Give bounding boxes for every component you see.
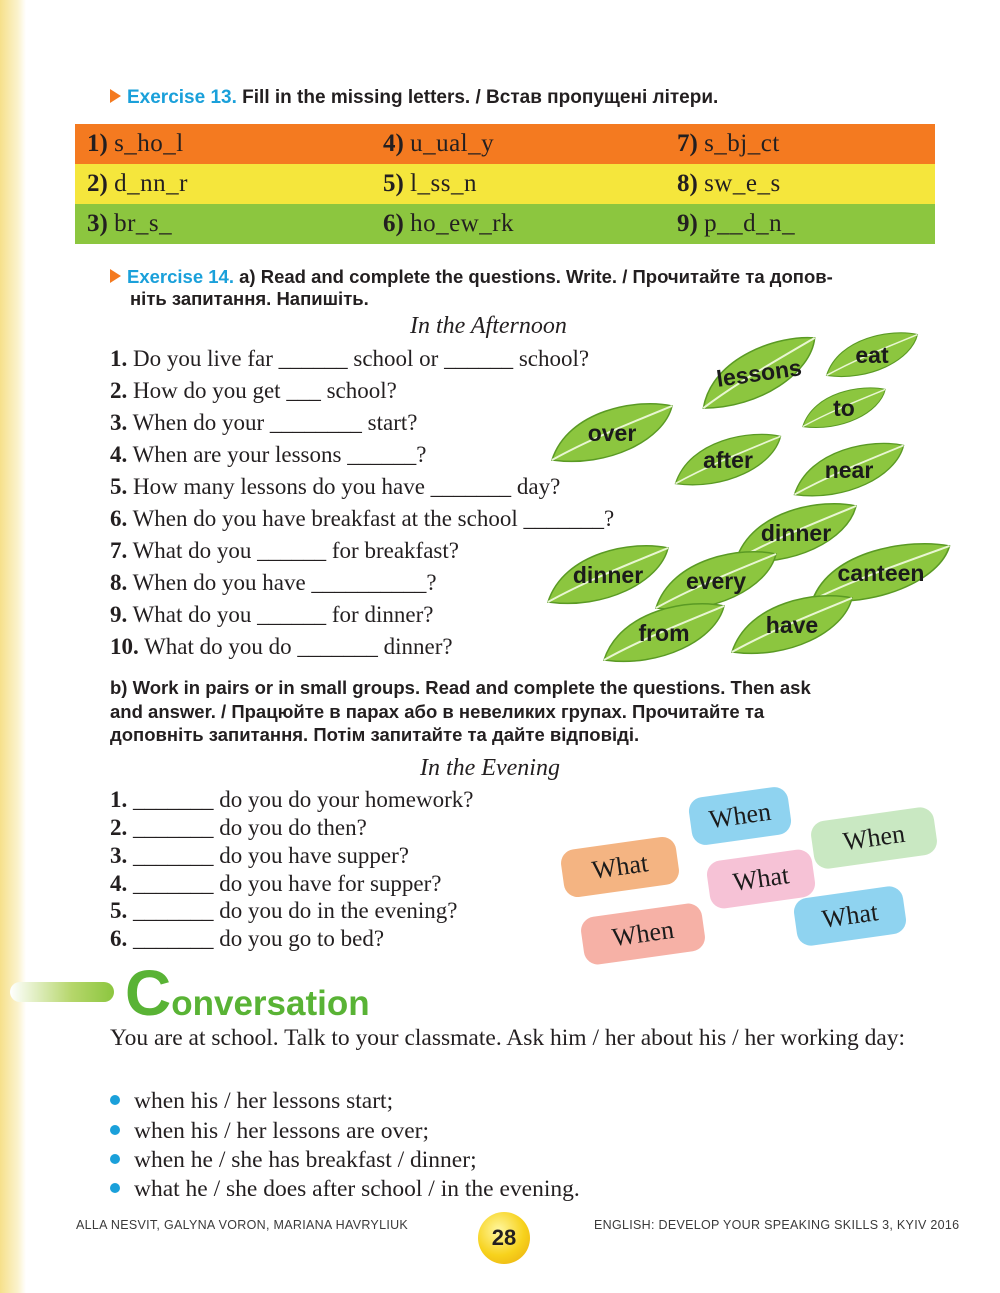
word-card: What [559,835,681,899]
question-item: 2. How do you get ___ school? [110,378,397,403]
question-item: 5. _______ do you do in the evening? [110,898,458,923]
question-item: 9. What do you ______ for dinner? [110,602,434,627]
word-cell: 8) sw_e_s [677,170,781,197]
exercise-14-heading [110,266,833,310]
word-cell: 4) u_ual_y [383,130,495,157]
conversation-heading: Conversation [125,957,370,1029]
bullet-icon [110,1095,120,1105]
exercise-13-instruction: Fill in the missing letters. / Встав пропущені літери. [242,87,719,108]
instruction-line: and answer. / Працюйте в парах або в невеликих групах. Прочитайте та [110,700,765,722]
question-item: 10. What do you do _______ dinner? [110,634,453,659]
question-item: 3. When do your ________ start? [110,410,418,435]
missing-letters-table [75,124,935,244]
word-cell: 1) s_ho_l [87,130,184,157]
question-item: 3. _______ do you have supper? [110,843,409,868]
question-item: 2. _______ do you do then? [110,815,367,840]
list-item: when his / her lessons are over; [110,1118,429,1145]
question-item: 1. _______ do you do your homework? [110,787,474,812]
word-cell: 3) br_s_ [87,210,173,237]
question-item: 4. _______ do you have for supper? [110,871,442,896]
word-card: When [809,806,938,871]
leaf-word-card: near [790,440,908,500]
leaf-word-card: dinner [544,542,672,608]
bullet-icon [110,1183,120,1193]
leaf-word-card: dinner [732,500,860,566]
word-cell: 5) l_ss_n [383,170,477,197]
question-item: 6. _______ do you go to bed? [110,926,385,951]
question-item: 1. Do you live far ______ school or ______ school? [110,346,590,371]
exercise-14-label: Exercise 14. [127,266,234,287]
list-item: when he / she has breakfast / dinner; [110,1147,477,1174]
list-item: what he / she does after school / in the evening. [110,1176,580,1203]
question-item: 7. What do you ______ for breakfast? [110,538,459,563]
bullet-icon [110,1125,120,1135]
page-edge-stripe [0,0,26,1293]
word-card: What [705,848,817,910]
table-row [75,204,935,244]
exercise-14-instruction-b [110,676,938,747]
footer-authors: ALLA NESVIT, GALYNA VORON, MARIANA HAVRYLIUK [76,1218,409,1232]
exercise-14-instruction-a-cont: ніть запитання. Напишіть. [130,288,369,309]
evening-title: In the Evening [420,755,560,781]
exercise-13-label: Exercise 13. [127,87,237,108]
exercise-13-heading [110,86,718,109]
question-item: 8. When do you have __________? [110,570,437,595]
word-cell: 2) d_nn_r [87,170,188,197]
word-card: When [687,785,793,846]
question-item: 5. How many lessons do you have _______ day? [110,474,561,499]
word-cell: 6) ho_ew_rk [383,210,515,237]
footer-book-title: ENGLISH: DEVELOP YOUR SPEAKING SKILLS 3, KYIV 2016 [594,1218,960,1232]
instruction-line: доповніть запитання. Потім запитайте та дайте відповіді. [110,724,640,745]
leaf-word-card: every [652,548,780,614]
question-item: 4. When are your lessons ______? [110,442,427,467]
exercise-14-instruction-a: a) Read and complete the questions. Write. / Прочитайте та допов- [239,266,833,287]
leaf-word-card: after [672,430,784,490]
word-card: What [792,885,908,948]
triangle-bullet-icon [110,269,121,283]
leaf-word-card: lessons [691,331,827,414]
leaf-word-card: from [600,600,728,666]
table-row [75,124,935,164]
leaf-word-card: to [800,385,888,431]
leaf-word-card: canteen [808,540,954,606]
table-row [75,164,935,204]
bullet-icon [110,1154,120,1164]
leaf-word-card: over [548,400,676,466]
afternoon-title: In the Afternoon [410,313,567,339]
word-cell: 7) s_bj_ct [677,130,780,157]
question-item: 6. When do you have breakfast at the school _______? [110,506,615,531]
leaf-word-card: have [728,592,856,658]
leaf-word-card: eat [822,330,922,380]
list-item: when his / her lessons start; [110,1088,393,1115]
triangle-bullet-icon [110,89,121,103]
word-card: When [579,902,706,967]
section-accent-bar [10,982,114,1002]
page-number: 28 [478,1212,530,1264]
conversation-text: You are at school. Talk to your classmate. Ask him / her about his / her working day: [110,1025,906,1051]
word-cell: 9) p__d_n_ [677,210,796,237]
instruction-line: b) Work in pairs or in small groups. Read and complete the questions. Then ask [110,677,811,698]
